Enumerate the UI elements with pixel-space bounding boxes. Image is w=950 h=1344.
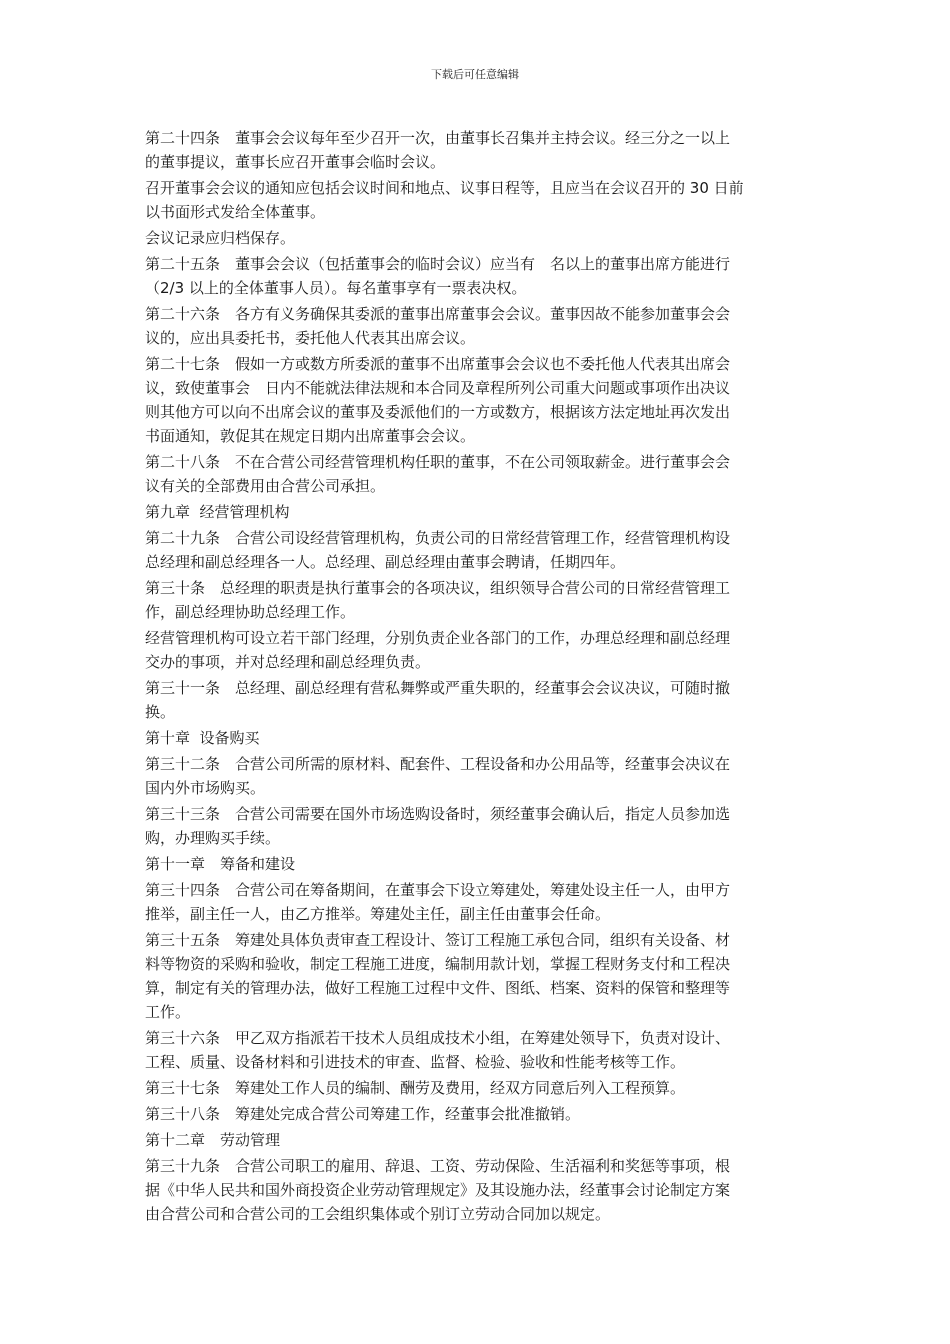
- text-line: 则其他方可以向不出席会议的董事及委派他们的一方或数方，根据该方法定地址再次发出: [145, 403, 731, 421]
- paragraph: [145, 252, 813, 300]
- text-line: 工作。: [145, 1003, 191, 1021]
- paragraph: [145, 302, 813, 350]
- text-line: 经营管理机构可设立若干部门经理，分别负责企业各部门的工作，办理总经理和副总经理: [145, 629, 731, 647]
- text-line: （2/3 以上的全体董事人员）。每名董事享有一票表决权。: [145, 279, 527, 297]
- paragraph: [145, 1076, 813, 1100]
- text-line: 会议记录应归档保存。: [145, 229, 296, 247]
- text-line: 第三十四条 合营公司在筹备期间，在董事会下设立筹建处，筹建处设主任一人，由甲方: [145, 881, 731, 899]
- text-line: 第九章 经营管理机构: [145, 503, 290, 521]
- text-line: 换。: [145, 703, 176, 721]
- text-line: 推举，副主任一人，由乙方推举。筹建处主任，副主任由董事会任命。: [145, 905, 611, 923]
- paragraph: [145, 1102, 813, 1126]
- text-line: 第三十五条 筹建处具体负责审查工程设计、签订工程施工承包合同，组织有关设备、材: [145, 931, 731, 949]
- paragraph: [145, 1026, 813, 1074]
- text-line: 第三十二条 合营公司所需的原材料、配套件、工程设备和办公用品等，经董事会决议在: [145, 755, 731, 773]
- text-line: 书面通知，敦促其在规定日期内出席董事会会议。: [145, 427, 476, 445]
- text-line: 第三十七条 筹建处工作人员的编制、酬劳及费用，经双方同意后列入工程预算。: [145, 1079, 686, 1097]
- paragraph: [145, 676, 813, 724]
- text-line: 作，副总经理协助总经理工作。: [145, 603, 356, 621]
- text-line: 第二十七条 假如一方或数方所委派的董事不出席董事会会议也不委托他人代表其出席会: [145, 355, 731, 373]
- text-line: 第二十五条 董事会会议（包括董事会的临时会议）应当有 名以上的董事出席方能进行: [145, 255, 731, 273]
- text-line: 由合营公司和合营公司的工会组织集体或个别订立劳动合同加以规定。: [145, 1205, 611, 1223]
- paragraph: [145, 450, 813, 498]
- paragraph: [145, 878, 813, 926]
- paragraph: [145, 500, 813, 524]
- text-line: 的董事提议，董事长应召开董事会临时会议。: [145, 153, 446, 171]
- paragraph: [145, 226, 813, 250]
- text-line: 工程、质量、设备材料和引进技术的审查、监督、检验、验收和性能考核等工作。: [145, 1053, 686, 1071]
- paragraph: [145, 726, 813, 750]
- text-line: 第三十六条 甲乙双方指派若干技术人员组成技术小组，在筹建处领导下，负责对设计、: [145, 1029, 731, 1047]
- paragraph: [145, 802, 813, 850]
- paragraph: [145, 1128, 813, 1152]
- text-line: 料等物资的采购和验收，制定工程施工进度，编制用款计划，掌握工程财务支付和工程决: [145, 955, 731, 973]
- text-line: 购，办理购买手续。: [145, 829, 281, 847]
- paragraph: [145, 752, 813, 800]
- paragraph: [145, 176, 813, 224]
- text-line: 议的，应出具委托书，委托他人代表其出席会议。: [145, 329, 476, 347]
- text-line: 国内外市场购买。: [145, 779, 266, 797]
- text-line: 第十章 设备购买: [145, 729, 260, 747]
- paragraph: [145, 126, 813, 174]
- text-line: 召开董事会会议的通知应包括会议时间和地点、议事日程等，且应当在会议召开的 30 日前: [145, 179, 744, 197]
- document-body: [145, 126, 813, 1228]
- text-line: 第二十四条 董事会会议每年至少召开一次，由董事长召集并主持会议。经三分之一以上: [145, 129, 731, 147]
- paragraph: [145, 352, 813, 448]
- paragraph: [145, 526, 813, 574]
- text-line: 第三十条 总经理的职责是执行董事会的各项决议，组织领导合营公司的日常经营管理工: [145, 579, 731, 597]
- paragraph: [145, 852, 813, 876]
- text-line: 第二十八条 不在合营公司经营管理机构任职的董事，不在公司领取薪金。进行董事会会: [145, 453, 731, 471]
- text-line: 第十一章 筹备和建设: [145, 855, 296, 873]
- page-header: 下载后可任意编辑: [431, 68, 519, 81]
- text-line: 第十二章 劳动管理: [145, 1131, 281, 1149]
- text-line: 第二十九条 合营公司设经营管理机构，负责公司的日常经营管理工作，经营管理机构设: [145, 529, 731, 547]
- text-line: 以书面形式发给全体董事。: [145, 203, 326, 221]
- text-line: 据《中华人民共和国外商投资企业劳动管理规定》及其设施办法，经董事会讨论制定方案: [145, 1181, 731, 1199]
- paragraph: [145, 1154, 813, 1226]
- paragraph: [145, 576, 813, 624]
- text-line: 算，制定有关的管理办法，做好工程施工过程中文件、图纸、档案、资料的保管和整理等: [145, 979, 731, 997]
- text-line: 议有关的全部费用由合营公司承担。: [145, 477, 386, 495]
- paragraph: [145, 626, 813, 674]
- text-line: 第二十六条 各方有义务确保其委派的董事出席董事会会议。董事因故不能参加董事会会: [145, 305, 731, 323]
- text-line: 议，致使董事会 日内不能就法律法规和本合同及章程所列公司重大问题或事项作出决议: [145, 379, 731, 397]
- text-line: 交办的事项，并对总经理和副总经理负责。: [145, 653, 431, 671]
- text-line: 第三十一条 总经理、副总经理有营私舞弊或严重失职的，经董事会会议决议，可随时撤: [145, 679, 731, 697]
- text-line: 第三十九条 合营公司职工的雇用、辞退、工资、劳动保险、生活福利和奖惩等事项，根: [145, 1157, 731, 1175]
- text-line: 第三十八条 筹建处完成合营公司筹建工作，经董事会批准撤销。: [145, 1105, 581, 1123]
- text-line: 第三十三条 合营公司需要在国外市场选购设备时，须经董事会确认后，指定人员参加选: [145, 805, 731, 823]
- paragraph: [145, 928, 813, 1024]
- text-line: 总经理和副总经理各一人。总经理、副总经理由董事会聘请，任期四年。: [145, 553, 626, 571]
